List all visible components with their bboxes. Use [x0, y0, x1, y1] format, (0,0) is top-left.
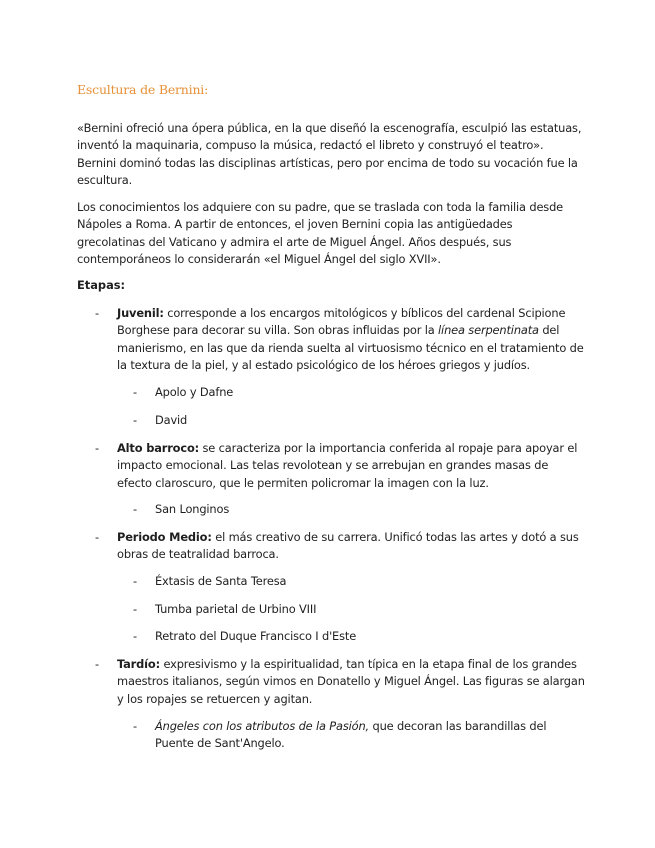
work-item: - San Longinos: [133, 502, 230, 516]
stage-text: Periodo Medio: el más creativo de su carrera. Unificó todas las artes y dotó a sus obras de teatralidad barroca.: [117, 530, 579, 562]
stage-name: Alto barroco: [117, 441, 195, 455]
work-item: - Retrato del Duque Francisco I d'Este: [133, 629, 357, 643]
work-item: - Tumba parietal de Urbino VIII: [133, 602, 317, 616]
stage-alto-barroco: [95, 440, 585, 492]
stage-name: Tardío: [117, 657, 156, 671]
work-text: Ángeles con los atributos de la Pasión, que decoran las barandillas del Puente de Sant'Angelo.: [155, 719, 547, 751]
bullet-dash: -: [95, 530, 99, 544]
stage-periodo-medio: [95, 529, 585, 564]
italic-term: línea serpentinata: [438, 323, 539, 338]
work-item: - Apolo y Dafne: [133, 385, 234, 399]
stage-text: Tardío: expresivismo y la espiritualidad, tan típica en la etapa final de los grandes maestros italianos, según vimos en Donatello y Miguel Ángel. Las figuras se alargan y los ropajes se retuercen y agitan.: [117, 657, 585, 706]
training-paragraph: Los conocimientos los adquiere con su padre, que se traslada con toda la familia desde Nápoles a Roma. A partir de entonces, el joven Bernini copia las antigüedades grecolatinas del Vaticano y admira el arte de Miguel Ángel. Años después, sus contemporáneos lo considerarán «el Miguel Ángel del siglo XVII».: [77, 200, 564, 267]
stage-text: Alto barroco: se caracteriza por la importancia conferida al ropaje para apoyar el impacto emocional. Las telas revolotean y se arrebujan en grandes masas de efecto claroscuro, que le permiten policromar la imagen con la luz.: [117, 441, 578, 490]
work-item: - David: [133, 413, 188, 427]
work-item: - Ángeles con los atributos de la Pasión, que decoran las barandillas del Puente de Sant'Angelo.: [133, 718, 563, 753]
document-title: Escultura de Bernini:: [77, 82, 209, 97]
bullet-dash: -: [95, 441, 99, 455]
stage-name: Juvenil: [117, 306, 160, 320]
stage-juvenil: [95, 305, 585, 375]
work-item: - Éxtasis de Santa Teresa: [133, 574, 287, 588]
bullet-dash: -: [95, 657, 99, 671]
intro-paragraph: «Bernini ofreció una ópera pública, en la que diseñó la escenografía, esculpió las estatuas, inventó la maquinaria, compuso la música, redactó el libreto y construyó el teatro». Bernini dominó todas las disciplinas artísticas, pero por encima de todo su vocación fue la escultura.: [77, 121, 582, 188]
stage-name: Periodo Medio: [117, 530, 208, 544]
bullet-dash: -: [95, 306, 99, 320]
stage-tardio: [95, 656, 585, 708]
stage-text: Juvenil: corresponde a los encargos mitológicos y bíblicos del cardenal Scipione Borghese para decorar su villa. Son obras influidas por la línea serpentinata del manierismo, en las que da rienda suelta al virtuosismo técnico en el tratamiento de la textura de la piel, y al estado psicológico de los héroes griegos y judíos.: [117, 306, 584, 373]
stages-heading: Etapas:: [77, 278, 126, 292]
